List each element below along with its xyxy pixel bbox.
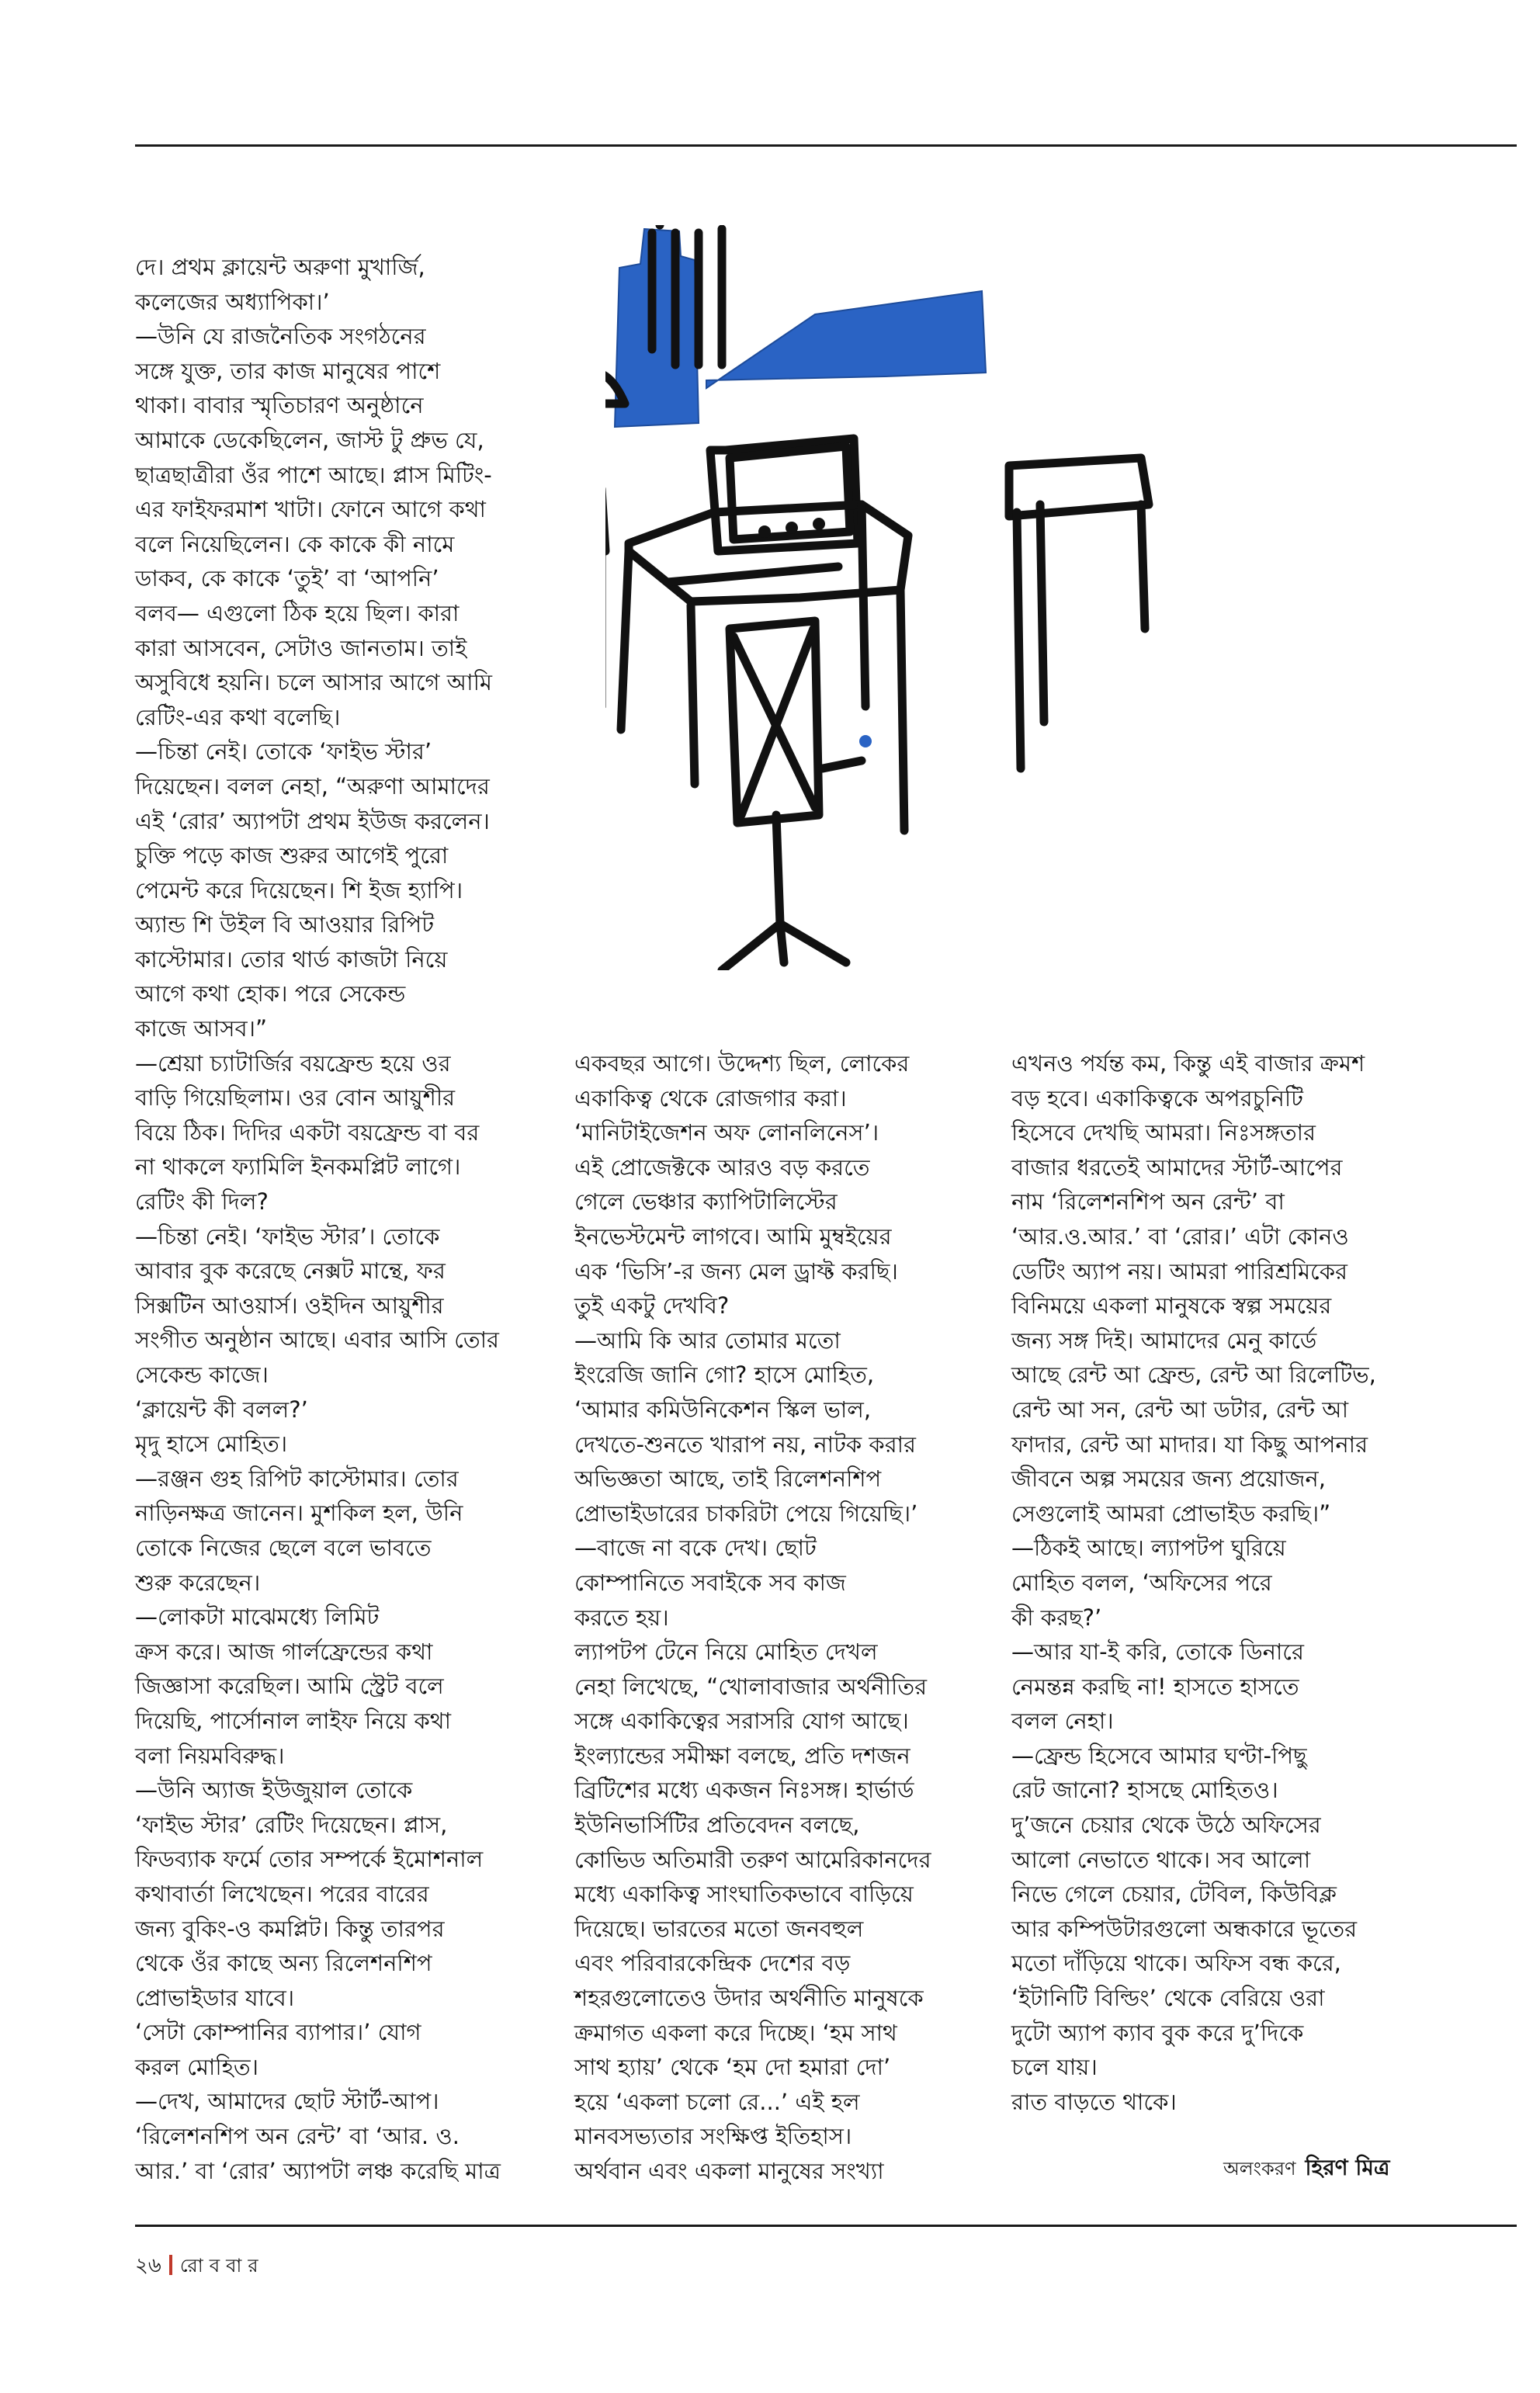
text-line: আমাকে ডেকেছিলেন, জাস্ট টু প্রুভ যে, [135,426,484,453]
text-column-2 [574,1046,978,2189]
text-line: কোম্পানিতে সবাইকে সব কাজ [574,1569,846,1596]
text-line: কলেজের অধ্যাপিকা।’ [135,288,330,315]
text-line: সঙ্গে যুক্ত, তার কাজ মানুষের পাশে [135,357,441,384]
text-line: —আর যা-ই করি, তোকে ডিনারে [1011,1639,1304,1666]
text-line: দিয়েছেন। বলল নেহা, “অরুণা আমাদের [135,772,490,799]
text-line: ইউনিভার্সিটির প্রতিবেদন বলছে, [574,1812,860,1839]
text-line: আবার বুক করেছে নেক্সট মান্থে, ফর [135,1257,446,1285]
footer-separator [169,2255,172,2275]
text-line: অভিজ্ঞতা আছে, তাই রিলেশনশিপ [574,1465,882,1493]
text-line: মধ্যে একাকিত্ব সাংঘাতিকভাবে বাড়িয়ে [574,1881,914,1908]
text-line: আর.’ বা ‘রোর’ অ্যাপটা লঞ্চ করেছি মাত্র [135,2157,501,2184]
text-line: —আমি কি আর তোমার মতো [574,1327,841,1354]
text-line: প্রোভাইডারের চাকরিটা পেয়ে গিয়েছি।’ [574,1500,918,1527]
text-line: না থাকলে ফ্যামিলি ইনকমপ্লিট লাগে। [135,1153,461,1181]
text-line: ব্রিটিশের মধ্যে একজন নিঃসঙ্গ। হার্ভার্ড [574,1777,914,1804]
credit-label: অলংকরণ [1223,2158,1296,2180]
magazine-name: রোববার [179,2255,265,2277]
text-line: বলা নিয়মবিরুদ্ধ। [135,1742,285,1769]
text-line: ক্রমাগত একলা করে দিচ্ছে। ‘হম সাথ [574,2019,897,2046]
text-line: মতো দাঁড়িয়ে থাকে। অফিস বন্ধ করে, [1011,1950,1341,1977]
text-line: এর ফাইফরমাশ খাটা। ফোনে আগে কথা [135,496,486,523]
credit-name: হিরণ মিত্র [1305,2155,1390,2180]
text-line: জিজ্ঞাসা করেছিল। আমি স্ট্রেট বলে [135,1673,444,1700]
text-line: বিনিময়ে একলা মানুষকে স্বল্প সময়ের [1011,1292,1332,1320]
page-footer [135,2249,265,2284]
text-line: —শ্রেয়া চ্যাটার্জির বয়ফ্রেন্ড হয়ে ওর [135,1049,451,1077]
text-line: সঙ্গে একাকিত্বের সরাসরি যোগ আছে। [574,1708,909,1735]
text-line: ডেটিং অ্যাপ নয়। আমরা পারিশ্রমিকের [1011,1257,1348,1285]
text-line: বাড়ি গিয়েছিলাম। ওর বোন আয়ুশীর [135,1084,456,1112]
text-line: ল্যাপটপ টেনে নিয়ে মোহিত দেখল [574,1639,878,1666]
text-line: —বাজে না বকে দেখ। ছোট [574,1535,817,1562]
text-line: দুটো অ্যাপ ক্যাব বুক করে দু’দিকে [1011,2019,1304,2046]
text-line: —ঠিকই আছে। ল্যাপটপ ঘুরিয়ে [1011,1535,1286,1562]
text-line: ক্রস করে। আজ গার্লফ্রেন্ডের কথা [135,1638,433,1665]
text-line: অ্যান্ড শি উইল বি আওয়ার রিপিট [135,911,435,938]
text-line: ‘ইটানিটি বিল্ডিং’ থেকে বেরিয়ে ওরা [1011,1985,1325,2012]
text-line: কাজে আসব।” [135,1015,268,1042]
text-line: রেট জানো? হাসছে মোহিতও। [1011,1777,1278,1804]
text-line: থাকা। বাবার স্মৃতিচারণ অনুষ্ঠানে [135,392,424,419]
text-line: আগে কথা হোক। পরে সেকেন্ড [135,980,406,1007]
text-line: একাকিত্ব থেকে রোজগার করা। [574,1084,847,1112]
text-line: থেকে ওঁর কাছে অন্য রিলেশনশিপ [135,1950,432,1977]
blue-window-left [615,229,699,427]
text-line: ফাদার, রেন্ট আ মাদার। যা কিছু আপনার [1011,1431,1368,1458]
text-line: জীবনে অল্প সময়ের জন্য প্রয়োজন, [1011,1465,1326,1493]
text-line: অসুবিধে হয়নি। চলে আসার আগে আমি [135,669,492,696]
text-line: এই ‘রোর’ অ্যাপটা প্রথম ইউজ করলেন। [135,807,490,834]
text-line: —লোকটা মাঝেমধ্যে লিমিট [135,1604,380,1631]
text-line: হিসেবে দেখছি আমরা। নিঃসঙ্গতার [1011,1119,1316,1146]
text-line: দিয়েছে। ভারতের মতো জনবহুল [574,1915,864,1942]
text-line: —চিন্তা নেই। তোকে ‘ফাইভ স্টার’ [135,738,432,765]
text-line: এই প্রোজেক্টকে আরও বড় করতে [574,1153,870,1181]
office-illustration [605,225,1211,970]
text-line: বলল নেহা। [1011,1708,1114,1735]
text-line: একবছর আগে। উদ্দেশ্য ছিল, লোকের [574,1050,910,1077]
text-line: রেন্ট আ সন, রেন্ট আ ডটার, রেন্ট আ [1011,1396,1349,1423]
text-line: আছে রেন্ট আ ফ্রেন্ড, রেন্ট আ রিলেটিভ, [1011,1361,1376,1389]
text-line: কথাবার্তা লিখেছেন। পরের বারের [135,1880,429,1907]
text-line: সংগীত অনুষ্ঠান আছে। এবার আসি তোর [135,1327,499,1354]
text-line: বাজার ধরতেই আমাদের স্টার্ট-আপের [1011,1153,1343,1181]
text-line: ছাত্রছাত্রীরা ওঁর পাশে আছে। প্লাস মিটিং- [135,461,492,488]
text-line: ইংল্যান্ডের সমীক্ষা বলছে, প্রতি দশজন [574,1742,910,1769]
text-column-1 [135,250,523,2188]
text-line: নেমন্তন্ন করছি না! হাসতে হাসতে [1011,1673,1299,1700]
text-line: নেহা লিখেছে, “খোলাবাজার অর্থনীতির [574,1673,928,1700]
text-line: মোহিত বলল, ‘অফিসের পরে [1011,1569,1272,1596]
text-line: দু’জনে চেয়ার থেকে উঠে অফিসের [1011,1812,1321,1839]
text-line: মানবসভ্যতার সংক্ষিপ্ত ইতিহাস। [574,2123,852,2150]
text-line: কোভিড অতিমারী তরুণ আমেরিকানদের [574,1846,931,1873]
text-line: চলে যায়। [1011,2054,1098,2081]
text-line: করতে হয়। [574,1604,669,1631]
text-line: —ফ্রেন্ড হিসেবে আমার ঘণ্টা-পিছু [1011,1742,1307,1769]
text-line: কী করছ?’ [1011,1604,1102,1631]
text-line: বড় হবে। একাকিত্বকে অপরচুনিটি [1011,1084,1303,1112]
text-line: —রঞ্জন গুহ রিপিট কাস্টোমার। তোর [135,1465,459,1492]
text-line: আলো নেভাতে থাকে। সব আলো [1011,1846,1311,1873]
text-line: পেমেন্ট করে দিয়েছেন। শি ইজ হ্যাপি। [135,876,463,903]
text-line: ‘সেটা কোম্পানির ব্যাপার।’ যোগ [135,2019,421,2046]
text-line: চুক্তি পড়ে কাজ শুরুর আগেই পুরো [135,842,449,869]
text-line: সাথ হ্যায়’ থেকে ‘হম দো হমারা দো’ [574,2054,891,2081]
text-line: মৃদু হাসে মোহিত। [135,1431,288,1458]
text-line: সিক্সটিন আওয়ার্স। ওইদিন আয়ুশীর [135,1292,444,1319]
text-line: রাত বাড়তে থাকে। [1011,2088,1177,2115]
text-line: হয়ে ‘একলা চলো রে...’ এই হল [574,2088,860,2115]
text-line: ‘আমার কমিউনিকেশন স্কিল ভাল, [574,1396,872,1423]
text-line: কারা আসবেন, সেটাও জানতাম। তাই [135,634,467,661]
text-line: নাম ‘রিলেশনশিপ অন রেন্ট’ বা [1011,1188,1285,1216]
text-line: দে। প্রথম ক্লায়েন্ট অরুণা মুখার্জি, [135,254,425,280]
text-line: এক ‘ভিসি’-র জন্য মেল ড্রাফ্ট করছি। [574,1257,898,1285]
text-line: বিয়ে ঠিক। দিদির একটা বয়ফ্রেন্ড বা বর [135,1118,480,1146]
illustration-credit [1223,2151,1389,2187]
text-line: সেগুলোই আমরা প্রোভাইড করছি।” [1011,1500,1331,1527]
text-line: দেখতে-শুনতে খারাপ নয়, নাটক করার [574,1431,917,1458]
text-line: আর কম্পিউটারগুলো অন্ধকারে ভূতের [1011,1915,1358,1942]
text-line: দিয়েছি, পার্সোনাল লাইফ নিয়ে কথা [135,1707,451,1734]
text-line: ইংরেজি জানি গো? হাসে মোহিত, [574,1361,875,1389]
blue-window-right [706,291,986,388]
text-line: সেকেন্ড কাজে। [135,1361,269,1388]
text-line: ‘রিলেশনশিপ অন রেন্ট’ বা ‘আর. ও. [135,2123,460,2150]
text-line: শুরু করেছেন। [135,1569,261,1596]
text-line: ইনভেস্টমেন্ট লাগবে। আমি মুম্বইয়ের [574,1223,892,1250]
text-line: ‘ফাইভ স্টার’ রেটিং দিয়েছেন। প্লাস, [135,1811,448,1838]
text-line: ডাকব, কে কাকে ‘তুই’ বা ‘আপনি’ [135,565,439,592]
text-line: শহরগুলোতেও উদার অর্থনীতি মানুষকে [574,1985,924,2012]
text-line: ‘মানিটাইজেশন অফ লোনলিনেস’। [574,1119,879,1146]
text-line: করল মোহিত। [135,2053,259,2080]
text-line: বলব— এগুলো ঠিক হয়ে ছিল। কারা [135,599,460,626]
text-line: জন্য সঙ্গ দিই। আমাদের মেনু কার্ডে [1011,1327,1317,1354]
text-line: —চিন্তা নেই। ‘ফাইভ স্টার’। তোকে [135,1223,440,1250]
text-line: অর্থবান এবং একলা মানুষের সংখ্যা [574,2158,884,2184]
text-line: রেটিং কী দিল? [135,1188,269,1216]
text-column-3 [1011,1046,1431,2119]
text-line: নাড়িনক্ষত্র জানেন। মুশকিল হল, উনি [135,1500,463,1527]
text-line: প্রোভাইডার যাবে। [135,1984,295,2011]
text-line: তুই একটু দেখবি? [574,1292,730,1320]
page-number: ২৬ [135,2254,161,2277]
top-rule [135,144,1517,147]
text-line: —উনি যে রাজনৈতিক সংগঠনের [135,323,426,350]
text-line: নিভে গেলে চেয়ার, টেবিল, কিউবিক্ল [1011,1881,1337,1908]
text-line: —দেখ, আমাদের ছোট স্টার্ট-আপ। [135,2088,439,2115]
text-line: ফিডব্যাক ফর্মে তোর সম্পর্কে ইমোশনাল [135,1846,484,1873]
text-line: এবং পরিবারকেন্দ্রিক দেশের বড় [574,1950,851,1977]
text-line: রেটিং-এর কথা বলেছি। [135,703,341,730]
text-line: তোকে নিজের ছেলে বলে ভাবতে [135,1534,432,1561]
text-line: কাস্টোমার। তোর থার্ড কাজটা নিয়ে [135,945,448,973]
text-line: —উনি অ্যাজ ইউজুয়াল তোকে [135,1777,413,1804]
text-line: গেলে ভেঞ্চার ক্যাপিটালিস্টের [574,1188,838,1216]
text-line: ‘আর.ও.আর.’ বা ‘রোর।’ এটা কোনও [1011,1223,1349,1250]
text-line: বলে নিয়েছিলেন। কে কাকে কী নামে [135,530,455,557]
bottom-rule [135,2225,1517,2227]
text-line: এখনও পর্যন্ত কম, কিন্তু এই বাজার ক্রমশ [1011,1050,1365,1077]
text-line: ‘ক্লায়েন্ট কী বলল?’ [135,1396,308,1423]
text-line: জন্য বুকিং-ও কমপ্লিট। কিন্তু তারপর [135,1915,445,1942]
